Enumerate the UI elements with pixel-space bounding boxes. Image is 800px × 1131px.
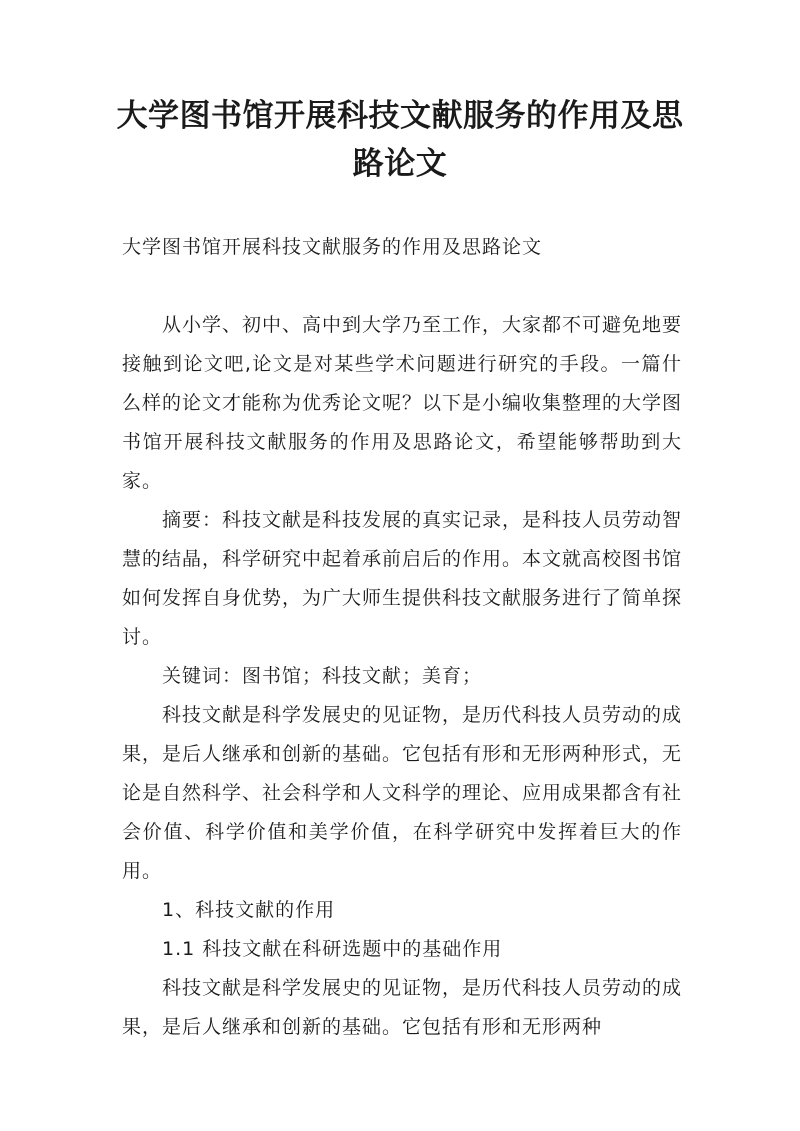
paragraph-body-continued: 科技文献是科学发展史的见证物，是历代科技人员劳动的成果，是后人继承和创新的基础。它包括有形和无形两种 [122, 977, 683, 1038]
paragraph-abstract: 摘要：科技文献是科技发展的真实记录，是科技人员劳动智慧的结晶，科学研究中起着承前启后的作用。本文就高校图书馆如何发挥自身优势，为广大师生提供科技文献服务进行了简单探讨。 [122, 509, 683, 648]
paragraph-body: 科技文献是科学发展史的见证物，是历代科技人员劳动的成果，是后人继承和创新的基础。它包括有形和无形两种形式，无论是自然科学、社会科学和人文科学的理论、应用成果都含有社会价值、科学价值和美学价值，在科学研究中发挥着巨大的作用。 [122, 704, 683, 882]
section-heading: 1、科技文献的作用 [162, 899, 336, 921]
paragraph-intro: 从小学、初中、高中到大学乃至工作，大家都不可避免地要接触到论文吧,论文是对某些学术问题进行研究的手段。一篇什么样的论文才能称为优秀论文呢？以下是小编收集整理的大学图书馆开展科技文献服务的作用及思路论文，希望能够帮助到大家。 [122, 314, 683, 492]
subsection-heading: 1.1 科技文献在科研选题中的基础作用 [162, 938, 503, 960]
document-subtitle: 大学图书馆开展科技文献服务的作用及思路论文 [122, 236, 543, 258]
paragraph-keywords: 关键词：图书馆；科技文献；美育； [162, 665, 483, 687]
document-title: 大学图书馆开展科技文献服务的作用及思路论文 [116, 98, 684, 182]
document-body [122, 306, 682, 1047]
